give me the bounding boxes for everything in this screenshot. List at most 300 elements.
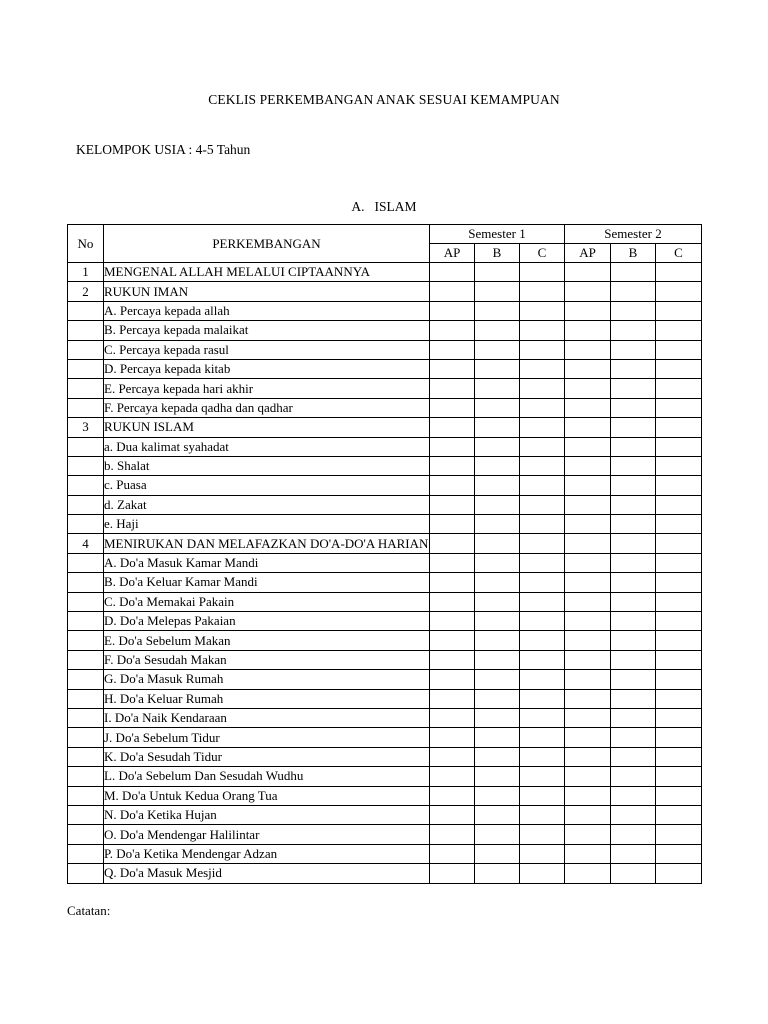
table-row xyxy=(68,495,702,514)
check-cell-sem1-c[interactable] xyxy=(520,359,565,378)
table-row xyxy=(68,534,702,553)
table-row xyxy=(68,476,702,495)
table-row xyxy=(68,689,702,708)
row-development-item: a. Dua kalimat syahadat xyxy=(104,437,430,456)
check-cell-sem1-ap[interactable] xyxy=(430,476,475,495)
check-cell-sem1-ap[interactable] xyxy=(430,263,475,282)
check-cell-sem1-ap[interactable] xyxy=(430,437,475,456)
check-cell-sem2-b[interactable] xyxy=(611,708,656,727)
check-cell-sem2-c[interactable] xyxy=(656,786,702,805)
check-cell-sem2-b[interactable] xyxy=(611,612,656,631)
check-cell-sem1-b[interactable] xyxy=(475,398,520,417)
row-development-item: A. Do'a Masuk Kamar Mandi xyxy=(104,553,430,572)
check-cell-sem2-b[interactable] xyxy=(611,515,656,534)
row-number xyxy=(68,592,104,611)
check-cell-sem1-c[interactable] xyxy=(520,689,565,708)
check-cell-sem1-b[interactable] xyxy=(475,359,520,378)
check-cell-sem1-b[interactable] xyxy=(475,767,520,786)
check-cell-sem2-ap[interactable] xyxy=(565,864,611,883)
check-cell-sem1-ap[interactable] xyxy=(430,398,475,417)
check-cell-sem1-b[interactable] xyxy=(475,379,520,398)
check-cell-sem1-b[interactable] xyxy=(475,728,520,747)
table-row xyxy=(68,515,702,534)
check-cell-sem2-c[interactable] xyxy=(656,379,702,398)
table-row xyxy=(68,418,702,437)
check-cell-sem2-ap[interactable] xyxy=(565,650,611,669)
row-number xyxy=(68,476,104,495)
check-cell-sem2-c[interactable] xyxy=(656,301,702,320)
check-cell-sem2-b[interactable] xyxy=(611,844,656,863)
row-number xyxy=(68,379,104,398)
check-cell-sem2-c[interactable] xyxy=(656,844,702,863)
check-cell-sem2-b[interactable] xyxy=(611,553,656,572)
check-cell-sem1-c[interactable] xyxy=(520,301,565,320)
row-number xyxy=(68,844,104,863)
check-cell-sem1-ap[interactable] xyxy=(430,573,475,592)
check-cell-sem1-c[interactable] xyxy=(520,612,565,631)
check-cell-sem1-c[interactable] xyxy=(520,767,565,786)
table-row xyxy=(68,612,702,631)
check-cell-sem1-ap[interactable] xyxy=(430,825,475,844)
table-row xyxy=(68,747,702,766)
check-cell-sem2-b[interactable] xyxy=(611,456,656,475)
check-cell-sem2-ap[interactable] xyxy=(565,573,611,592)
check-cell-sem2-c[interactable] xyxy=(656,437,702,456)
row-number xyxy=(68,825,104,844)
row-development-item: L. Do'a Sebelum Dan Sesudah Wudhu xyxy=(104,767,430,786)
check-cell-sem2-c[interactable] xyxy=(656,340,702,359)
table-row xyxy=(68,398,702,417)
row-number: 2 xyxy=(68,282,104,301)
check-cell-sem1-b[interactable] xyxy=(475,708,520,727)
check-cell-sem2-ap[interactable] xyxy=(565,476,611,495)
table-row xyxy=(68,456,702,475)
row-development-item: G. Do'a Masuk Rumah xyxy=(104,670,430,689)
check-cell-sem2-c[interactable] xyxy=(656,418,702,437)
section-name: ISLAM xyxy=(374,199,417,214)
row-number xyxy=(68,456,104,475)
table-row xyxy=(68,553,702,572)
check-cell-sem2-b[interactable] xyxy=(611,495,656,514)
check-cell-sem1-ap[interactable] xyxy=(430,708,475,727)
table-row xyxy=(68,650,702,669)
row-development-item: J. Do'a Sebelum Tidur xyxy=(104,728,430,747)
check-cell-sem2-c[interactable] xyxy=(656,321,702,340)
check-cell-sem2-ap[interactable] xyxy=(565,282,611,301)
check-cell-sem1-b[interactable] xyxy=(475,553,520,572)
row-number xyxy=(68,321,104,340)
check-cell-sem1-b[interactable] xyxy=(475,495,520,514)
row-development-item: C. Percaya kepada rasul xyxy=(104,340,430,359)
table-row xyxy=(68,263,702,282)
check-cell-sem1-ap[interactable] xyxy=(430,670,475,689)
header-sem2-c: C xyxy=(656,244,702,263)
row-development-item: D. Percaya kepada kitab xyxy=(104,359,430,378)
header-sem1-b: B xyxy=(475,244,520,263)
check-cell-sem1-ap[interactable] xyxy=(430,864,475,883)
check-cell-sem1-c[interactable] xyxy=(520,708,565,727)
row-number xyxy=(68,612,104,631)
checklist-table xyxy=(67,224,702,884)
row-number xyxy=(68,340,104,359)
header-development: PERKEMBANGAN xyxy=(104,225,430,263)
row-development-item: F. Do'a Sesudah Makan xyxy=(104,650,430,669)
check-cell-sem2-c[interactable] xyxy=(656,456,702,475)
check-cell-sem2-c[interactable] xyxy=(656,592,702,611)
check-cell-sem2-b[interactable] xyxy=(611,786,656,805)
check-cell-sem1-b[interactable] xyxy=(475,825,520,844)
check-cell-sem1-c[interactable] xyxy=(520,728,565,747)
row-development-item: I. Do'a Naik Kendaraan xyxy=(104,708,430,727)
check-cell-sem2-ap[interactable] xyxy=(565,398,611,417)
table-row xyxy=(68,767,702,786)
check-cell-sem1-b[interactable] xyxy=(475,534,520,553)
table-row xyxy=(68,340,702,359)
check-cell-sem1-b[interactable] xyxy=(475,844,520,863)
check-cell-sem2-c[interactable] xyxy=(656,263,702,282)
check-cell-sem2-c[interactable] xyxy=(656,476,702,495)
check-cell-sem2-b[interactable] xyxy=(611,592,656,611)
check-cell-sem2-b[interactable] xyxy=(611,282,656,301)
check-cell-sem1-c[interactable] xyxy=(520,825,565,844)
check-cell-sem2-ap[interactable] xyxy=(565,844,611,863)
check-cell-sem2-ap[interactable] xyxy=(565,689,611,708)
row-number: 4 xyxy=(68,534,104,553)
table-row xyxy=(68,359,702,378)
check-cell-sem2-b[interactable] xyxy=(611,301,656,320)
row-development-item: N. Do'a Ketika Hujan xyxy=(104,805,430,824)
check-cell-sem2-b[interactable] xyxy=(611,418,656,437)
check-cell-sem2-ap[interactable] xyxy=(565,495,611,514)
check-cell-sem2-c[interactable] xyxy=(656,728,702,747)
section-letter: A. xyxy=(351,199,365,214)
check-cell-sem1-c[interactable] xyxy=(520,340,565,359)
check-cell-sem2-b[interactable] xyxy=(611,321,656,340)
row-development-item: A. Percaya kepada allah xyxy=(104,301,430,320)
check-cell-sem1-b[interactable] xyxy=(475,282,520,301)
document-title: CEKLIS PERKEMBANGAN ANAK SESUAI KEMAMPUAN xyxy=(208,92,560,107)
row-number xyxy=(68,515,104,534)
row-number xyxy=(68,553,104,572)
row-number xyxy=(68,728,104,747)
check-cell-sem1-b[interactable] xyxy=(475,650,520,669)
check-cell-sem2-c[interactable] xyxy=(656,515,702,534)
row-number xyxy=(68,301,104,320)
check-cell-sem1-ap[interactable] xyxy=(430,282,475,301)
check-cell-sem1-b[interactable] xyxy=(475,747,520,766)
header-semester-1: Semester 1 xyxy=(430,225,565,244)
row-development-item: F. Percaya kepada qadha dan qadhar xyxy=(104,398,430,417)
check-cell-sem2-ap[interactable] xyxy=(565,631,611,650)
check-cell-sem2-ap[interactable] xyxy=(565,437,611,456)
table-row xyxy=(68,670,702,689)
check-cell-sem2-b[interactable] xyxy=(611,476,656,495)
check-cell-sem2-ap[interactable] xyxy=(565,321,611,340)
check-cell-sem2-c[interactable] xyxy=(656,650,702,669)
check-cell-sem1-c[interactable] xyxy=(520,437,565,456)
check-cell-sem1-ap[interactable] xyxy=(430,592,475,611)
table-row xyxy=(68,825,702,844)
check-cell-sem1-ap[interactable] xyxy=(430,515,475,534)
check-cell-sem2-ap[interactable] xyxy=(565,456,611,475)
check-cell-sem2-ap[interactable] xyxy=(565,728,611,747)
row-number xyxy=(68,650,104,669)
row-number xyxy=(68,689,104,708)
check-cell-sem1-b[interactable] xyxy=(475,689,520,708)
check-cell-sem1-ap[interactable] xyxy=(430,379,475,398)
check-cell-sem1-ap[interactable] xyxy=(430,786,475,805)
row-number xyxy=(68,398,104,417)
check-cell-sem2-ap[interactable] xyxy=(565,825,611,844)
check-cell-sem2-b[interactable] xyxy=(611,340,656,359)
row-number xyxy=(68,708,104,727)
check-cell-sem1-b[interactable] xyxy=(475,573,520,592)
row-development-item: RUKUN IMAN xyxy=(104,282,430,301)
check-cell-sem2-c[interactable] xyxy=(656,747,702,766)
check-cell-sem2-b[interactable] xyxy=(611,670,656,689)
row-number xyxy=(68,670,104,689)
check-cell-sem2-ap[interactable] xyxy=(565,767,611,786)
check-cell-sem1-b[interactable] xyxy=(475,670,520,689)
check-cell-sem1-b[interactable] xyxy=(475,476,520,495)
check-cell-sem1-b[interactable] xyxy=(475,321,520,340)
check-cell-sem1-ap[interactable] xyxy=(430,728,475,747)
check-cell-sem2-b[interactable] xyxy=(611,689,656,708)
row-development-item: E. Do'a Sebelum Makan xyxy=(104,631,430,650)
check-cell-sem1-ap[interactable] xyxy=(430,534,475,553)
row-number xyxy=(68,767,104,786)
row-development-item: MENIRUKAN DAN MELAFAZKAN DO'A-DO'A HARIAN xyxy=(104,534,430,553)
check-cell-sem1-ap[interactable] xyxy=(430,340,475,359)
check-cell-sem2-ap[interactable] xyxy=(565,805,611,824)
check-cell-sem1-c[interactable] xyxy=(520,553,565,572)
check-cell-sem1-c[interactable] xyxy=(520,282,565,301)
check-cell-sem2-b[interactable] xyxy=(611,650,656,669)
row-number xyxy=(68,864,104,883)
check-cell-sem1-b[interactable] xyxy=(475,612,520,631)
check-cell-sem2-c[interactable] xyxy=(656,825,702,844)
check-cell-sem1-c[interactable] xyxy=(520,573,565,592)
row-development-item: O. Do'a Mendengar Halilintar xyxy=(104,825,430,844)
check-cell-sem1-c[interactable] xyxy=(520,418,565,437)
check-cell-sem1-c[interactable] xyxy=(520,476,565,495)
row-number xyxy=(68,495,104,514)
row-development-item: b. Shalat xyxy=(104,456,430,475)
check-cell-sem2-b[interactable] xyxy=(611,864,656,883)
table-row xyxy=(68,728,702,747)
check-cell-sem1-c[interactable] xyxy=(520,631,565,650)
check-cell-sem2-b[interactable] xyxy=(611,825,656,844)
notes-label: Catatan: xyxy=(67,903,111,918)
check-cell-sem2-c[interactable] xyxy=(656,282,702,301)
check-cell-sem2-c[interactable] xyxy=(656,631,702,650)
table-body xyxy=(68,263,702,884)
check-cell-sem1-ap[interactable] xyxy=(430,612,475,631)
check-cell-sem2-b[interactable] xyxy=(611,728,656,747)
header-sem1-ap: AP xyxy=(430,244,475,263)
check-cell-sem1-b[interactable] xyxy=(475,631,520,650)
check-cell-sem2-ap[interactable] xyxy=(565,534,611,553)
header-sem1-c: C xyxy=(520,244,565,263)
row-number: 1 xyxy=(68,263,104,282)
check-cell-sem1-c[interactable] xyxy=(520,786,565,805)
check-cell-sem1-c[interactable] xyxy=(520,592,565,611)
check-cell-sem2-ap[interactable] xyxy=(565,612,611,631)
check-cell-sem2-ap[interactable] xyxy=(565,708,611,727)
check-cell-sem1-ap[interactable] xyxy=(430,747,475,766)
check-cell-sem2-c[interactable] xyxy=(656,359,702,378)
check-cell-sem2-b[interactable] xyxy=(611,747,656,766)
header-sem2-ap: AP xyxy=(565,244,611,263)
check-cell-sem1-ap[interactable] xyxy=(430,321,475,340)
check-cell-sem2-c[interactable] xyxy=(656,495,702,514)
check-cell-sem2-b[interactable] xyxy=(611,805,656,824)
table-row xyxy=(68,282,702,301)
check-cell-sem1-c[interactable] xyxy=(520,515,565,534)
table-row xyxy=(68,805,702,824)
check-cell-sem1-ap[interactable] xyxy=(430,456,475,475)
row-number xyxy=(68,359,104,378)
check-cell-sem1-c[interactable] xyxy=(520,263,565,282)
check-cell-sem1-b[interactable] xyxy=(475,301,520,320)
check-cell-sem1-c[interactable] xyxy=(520,321,565,340)
row-development-item: c. Puasa xyxy=(104,476,430,495)
row-number xyxy=(68,805,104,824)
check-cell-sem1-c[interactable] xyxy=(520,495,565,514)
table-row xyxy=(68,301,702,320)
check-cell-sem2-c[interactable] xyxy=(656,612,702,631)
check-cell-sem2-b[interactable] xyxy=(611,573,656,592)
check-cell-sem1-ap[interactable] xyxy=(430,495,475,514)
check-cell-sem2-b[interactable] xyxy=(611,767,656,786)
row-development-item: RUKUN ISLAM xyxy=(104,418,430,437)
check-cell-sem2-c[interactable] xyxy=(656,553,702,572)
check-cell-sem1-c[interactable] xyxy=(520,805,565,824)
check-cell-sem2-c[interactable] xyxy=(656,534,702,553)
table-row xyxy=(68,864,702,883)
check-cell-sem2-ap[interactable] xyxy=(565,786,611,805)
check-cell-sem2-b[interactable] xyxy=(611,631,656,650)
row-number xyxy=(68,747,104,766)
table-row xyxy=(68,592,702,611)
check-cell-sem2-b[interactable] xyxy=(611,263,656,282)
check-cell-sem1-b[interactable] xyxy=(475,786,520,805)
table-row xyxy=(68,573,702,592)
check-cell-sem2-c[interactable] xyxy=(656,689,702,708)
check-cell-sem1-c[interactable] xyxy=(520,650,565,669)
table-row xyxy=(68,844,702,863)
check-cell-sem1-c[interactable] xyxy=(520,864,565,883)
check-cell-sem1-ap[interactable] xyxy=(430,844,475,863)
check-cell-sem2-ap[interactable] xyxy=(565,418,611,437)
check-cell-sem2-b[interactable] xyxy=(611,398,656,417)
header-no: No xyxy=(68,225,104,263)
check-cell-sem1-b[interactable] xyxy=(475,263,520,282)
check-cell-sem1-b[interactable] xyxy=(475,592,520,611)
check-cell-sem1-b[interactable] xyxy=(475,805,520,824)
check-cell-sem1-c[interactable] xyxy=(520,670,565,689)
check-cell-sem2-c[interactable] xyxy=(656,398,702,417)
section-heading xyxy=(0,199,768,215)
check-cell-sem1-ap[interactable] xyxy=(430,359,475,378)
table-row xyxy=(68,708,702,727)
row-development-item: P. Do'a Ketika Mendengar Adzan xyxy=(104,844,430,863)
check-cell-sem2-ap[interactable] xyxy=(565,359,611,378)
check-cell-sem1-ap[interactable] xyxy=(430,650,475,669)
row-development-item: e. Haji xyxy=(104,515,430,534)
check-cell-sem1-c[interactable] xyxy=(520,379,565,398)
check-cell-sem2-ap[interactable] xyxy=(565,592,611,611)
check-cell-sem1-b[interactable] xyxy=(475,515,520,534)
row-development-item: d. Zakat xyxy=(104,495,430,514)
check-cell-sem1-c[interactable] xyxy=(520,534,565,553)
check-cell-sem1-c[interactable] xyxy=(520,456,565,475)
table-row xyxy=(68,786,702,805)
check-cell-sem2-ap[interactable] xyxy=(565,263,611,282)
check-cell-sem2-c[interactable] xyxy=(656,708,702,727)
check-cell-sem1-b[interactable] xyxy=(475,437,520,456)
row-development-item: D. Do'a Melepas Pakaian xyxy=(104,612,430,631)
check-cell-sem2-c[interactable] xyxy=(656,573,702,592)
check-cell-sem1-ap[interactable] xyxy=(430,301,475,320)
row-development-item: B. Percaya kepada malaikat xyxy=(104,321,430,340)
row-development-item: Q. Do'a Masuk Mesjid xyxy=(104,864,430,883)
check-cell-sem1-ap[interactable] xyxy=(430,631,475,650)
check-cell-sem1-ap[interactable] xyxy=(430,418,475,437)
header-semester-2: Semester 2 xyxy=(565,225,702,244)
check-cell-sem1-b[interactable] xyxy=(475,418,520,437)
check-cell-sem2-ap[interactable] xyxy=(565,670,611,689)
row-development-item: MENGENAL ALLAH MELALUI CIPTAANNYA xyxy=(104,263,430,282)
check-cell-sem1-c[interactable] xyxy=(520,747,565,766)
check-cell-sem2-ap[interactable] xyxy=(565,553,611,572)
check-cell-sem2-ap[interactable] xyxy=(565,301,611,320)
row-number xyxy=(68,573,104,592)
row-number xyxy=(68,786,104,805)
check-cell-sem2-ap[interactable] xyxy=(565,515,611,534)
check-cell-sem1-b[interactable] xyxy=(475,864,520,883)
check-cell-sem2-ap[interactable] xyxy=(565,747,611,766)
check-cell-sem2-c[interactable] xyxy=(656,805,702,824)
check-cell-sem1-ap[interactable] xyxy=(430,805,475,824)
table-header xyxy=(68,225,702,263)
check-cell-sem2-b[interactable] xyxy=(611,437,656,456)
check-cell-sem1-c[interactable] xyxy=(520,398,565,417)
row-development-item: B. Do'a Keluar Kamar Mandi xyxy=(104,573,430,592)
check-cell-sem2-c[interactable] xyxy=(656,670,702,689)
check-cell-sem2-c[interactable] xyxy=(656,864,702,883)
age-group-label: KELOMPOK USIA : 4-5 Tahun xyxy=(76,142,251,157)
check-cell-sem1-ap[interactable] xyxy=(430,689,475,708)
check-cell-sem1-b[interactable] xyxy=(475,456,520,475)
table-row xyxy=(68,437,702,456)
row-development-item: M. Do'a Untuk Kedua Orang Tua xyxy=(104,786,430,805)
check-cell-sem2-b[interactable] xyxy=(611,379,656,398)
check-cell-sem1-ap[interactable] xyxy=(430,767,475,786)
check-cell-sem1-ap[interactable] xyxy=(430,553,475,572)
row-development-item: H. Do'a Keluar Rumah xyxy=(104,689,430,708)
row-number xyxy=(68,631,104,650)
check-cell-sem1-b[interactable] xyxy=(475,340,520,359)
check-cell-sem2-b[interactable] xyxy=(611,534,656,553)
check-cell-sem1-c[interactable] xyxy=(520,844,565,863)
row-development-item: C. Do'a Memakai Pakain xyxy=(104,592,430,611)
check-cell-sem2-c[interactable] xyxy=(656,767,702,786)
check-cell-sem2-ap[interactable] xyxy=(565,340,611,359)
table-row xyxy=(68,321,702,340)
check-cell-sem2-ap[interactable] xyxy=(565,379,611,398)
check-cell-sem2-b[interactable] xyxy=(611,359,656,378)
